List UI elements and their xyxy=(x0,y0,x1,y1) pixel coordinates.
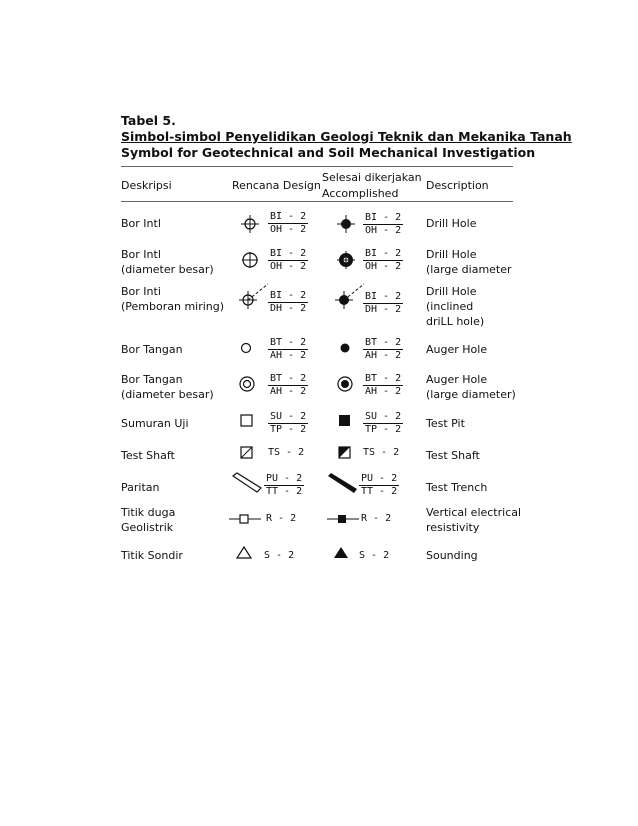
row-5-plan-code: $\frac{BT - 2}{AH - 2}$ xyxy=(270,373,307,397)
row-3-description: Drill Hole (inclined driLL hole) xyxy=(426,285,485,328)
row-2-done-code: $\frac{BI - 2}{OH - 2}$ xyxy=(365,248,402,272)
table-title-id: Simbol-simbol Penyelidikan Geologi Teknik dan Mekanika Tanah xyxy=(121,129,572,144)
half-filled-square-icon xyxy=(338,446,352,460)
trench-icon xyxy=(230,472,264,496)
filled-triangle-icon xyxy=(333,546,349,560)
diagonal-square-icon xyxy=(240,446,254,460)
filled-trench-icon xyxy=(326,472,358,494)
row-9-description: Vertical electrical resistivity xyxy=(426,506,522,534)
row-7-description: Test Shaft xyxy=(426,449,480,462)
row-4-deskripsi: Bor Tangan xyxy=(121,343,183,356)
filled-large-circle-icon xyxy=(336,250,356,270)
row-7-plan-code: TS - 2 xyxy=(268,447,305,458)
row-1-description: Drill Hole xyxy=(426,217,477,230)
large-crosshair-circle-icon xyxy=(240,250,260,270)
header-selesai xyxy=(322,170,422,202)
row-4-plan-code: $\frac{BT - 2}{AH - 2}$ xyxy=(270,337,307,361)
double-circle-icon xyxy=(238,375,256,393)
header-description: Description xyxy=(426,179,489,192)
row-2-plan-code: $\frac{BI - 2}{OH - 2}$ xyxy=(270,248,307,272)
table-title-en: Symbol for Geotechnical and Soil Mechanical Investigation xyxy=(121,145,536,160)
inclined-crosshair-icon xyxy=(238,283,272,311)
filled-crosshair-circle-icon xyxy=(336,214,356,234)
square-icon xyxy=(240,414,254,428)
row-6-plan-code: $\frac{SU - 2}{TP - 2}$ xyxy=(270,411,307,435)
row-8-plan-code: $\frac{PU - 2}{TT - 2}$ xyxy=(266,473,303,497)
table-top-rule xyxy=(121,166,513,167)
row-10-deskripsi: Titik Sondir xyxy=(121,549,183,562)
row-3-deskripsi: Bor Inti (Pemboran miring) xyxy=(121,285,225,313)
table-caption xyxy=(121,113,572,161)
row-1-done-code: $\frac{BI - 2}{OH - 2}$ xyxy=(365,212,402,236)
row-3-plan-code: $\frac{BI - 2}{DH - 2}$ xyxy=(270,290,307,314)
header-bottom-rule xyxy=(121,201,513,202)
row-1-deskripsi: Bor Intl xyxy=(121,217,161,230)
row-10-plan-code: S - 2 xyxy=(264,550,295,561)
row-5-done-code: $\frac{BT - 2}{AH - 2}$ xyxy=(365,373,402,397)
line-filled-square-icon xyxy=(326,512,360,526)
row-10-done-code: S - 2 xyxy=(359,550,390,561)
row-6-done-code: $\frac{SU - 2}{TP - 2}$ xyxy=(365,411,402,435)
crosshair-circle-icon xyxy=(240,214,260,234)
row-5-description: Auger Hole (large diameter) xyxy=(426,373,516,401)
header-selesai-line2: Accomplished xyxy=(322,187,399,200)
table-number: Tabel 5. xyxy=(121,113,176,128)
row-9-deskripsi: Titik duga Geolistrik xyxy=(121,506,176,534)
row-6-deskripsi: Sumuran Uji xyxy=(121,417,189,430)
small-filled-circle-icon xyxy=(338,341,352,355)
row-9-done-code: R - 2 xyxy=(361,513,392,524)
row-5-deskripsi: Bor Tangan (diameter besar) xyxy=(121,373,214,401)
row-9-plan-code: R - 2 xyxy=(266,513,297,524)
header-rencana: Rencana Design xyxy=(232,179,321,192)
row-2-deskripsi: Bor Intl (diameter besar) xyxy=(121,248,214,276)
small-circle-icon xyxy=(240,341,254,355)
filled-square-icon xyxy=(338,414,352,428)
row-3-done-code: $\frac{BI - 2}{DH - 2}$ xyxy=(365,291,402,315)
row-2-description: Drill Hole (large diameter xyxy=(426,248,512,276)
row-8-done-code: $\frac{PU - 2}{TT - 2}$ xyxy=(361,473,398,497)
row-7-done-code: TS - 2 xyxy=(363,447,400,458)
row-7-deskripsi: Test Shaft xyxy=(121,449,175,462)
triangle-icon xyxy=(236,546,252,560)
row-8-description: Test Trench xyxy=(426,481,488,494)
line-square-icon xyxy=(228,512,262,526)
header-deskripsi: Deskripsi xyxy=(121,179,172,192)
row-4-description: Auger Hole xyxy=(426,343,488,356)
row-10-description: Sounding xyxy=(426,549,478,562)
row-1-plan-code: $\frac{BI - 2}{OH - 2}$ xyxy=(270,211,307,235)
row-4-done-code: $\frac{BT - 2}{AH - 2}$ xyxy=(365,337,402,361)
filled-double-circle-icon xyxy=(336,375,354,393)
header-selesai-line1: Selesai dikerjakan xyxy=(322,171,422,184)
row-6-description: Test Pit xyxy=(426,417,465,430)
row-8-deskripsi: Paritan xyxy=(121,481,160,494)
